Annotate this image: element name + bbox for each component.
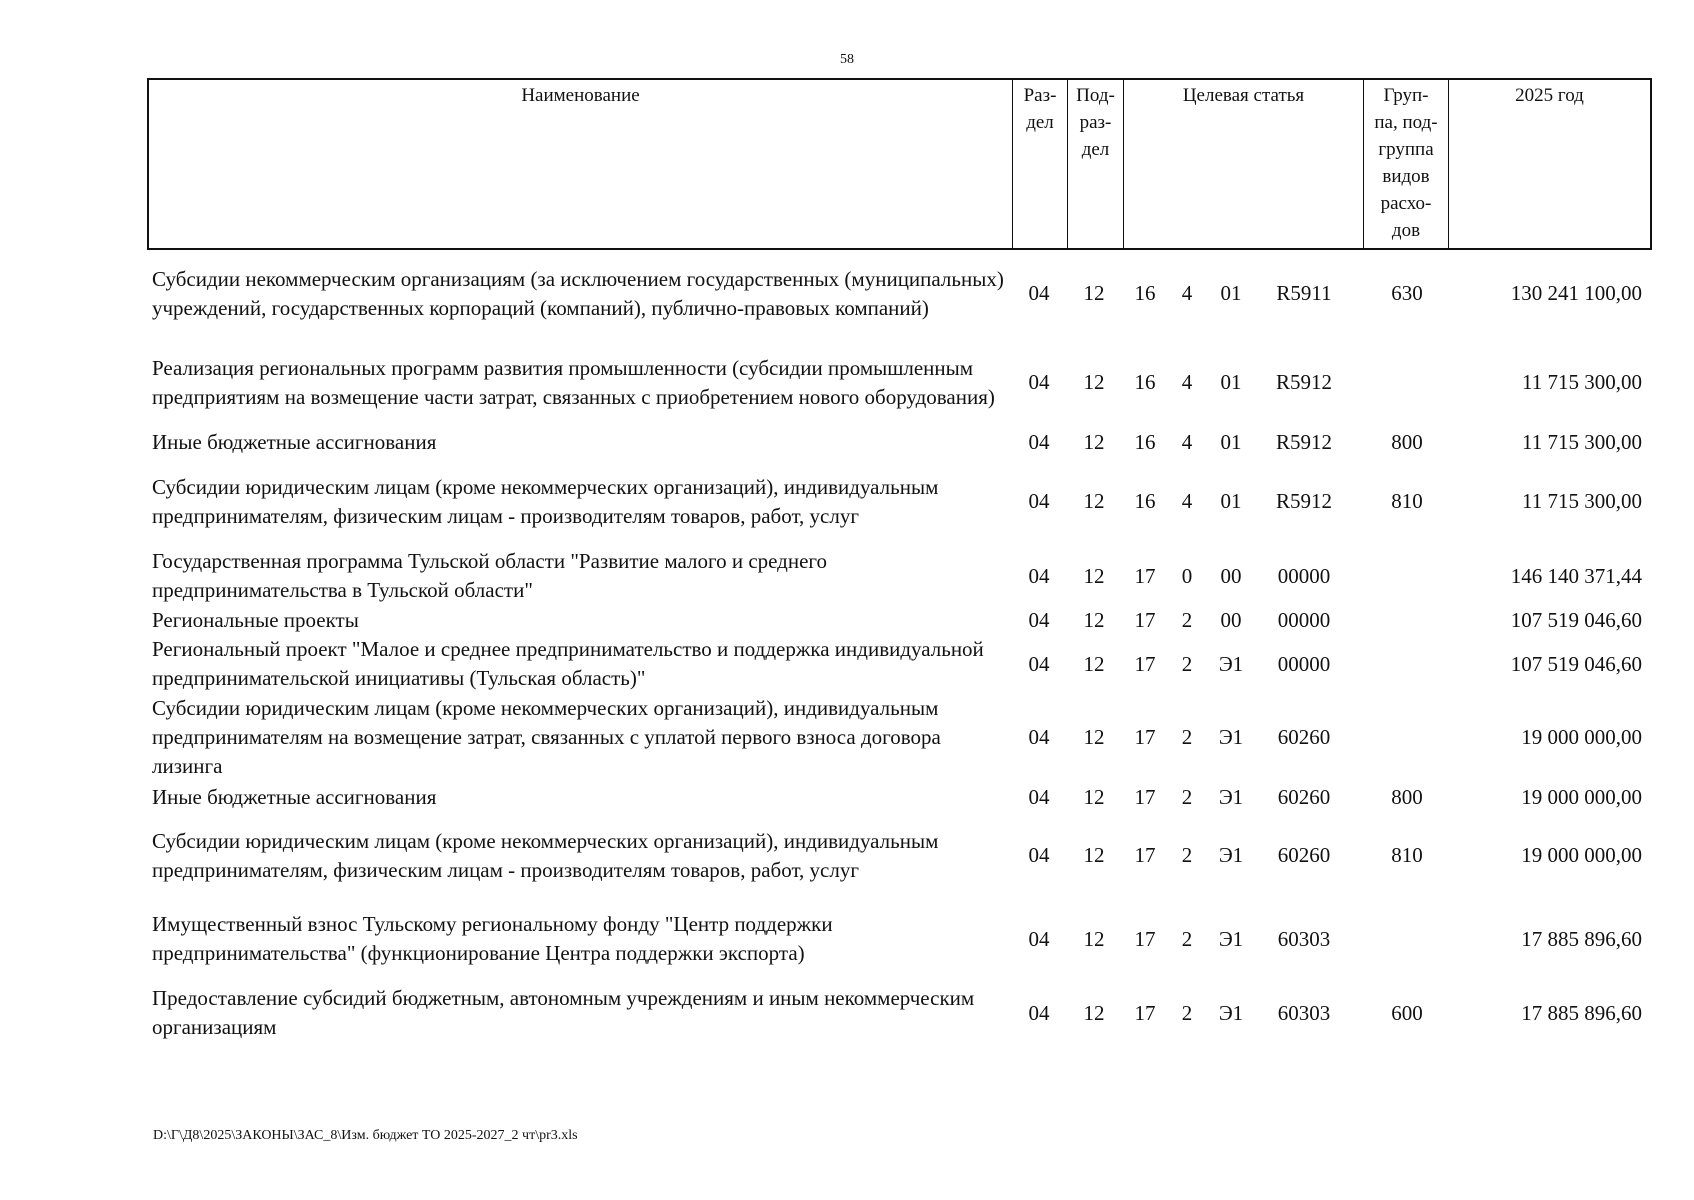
row-code-pr: 12 [1083,489,1105,513]
row-code-pr: 12 [1083,785,1105,809]
header-razdel: Раз- дел [1013,80,1068,248]
table-row [147,812,1652,899]
row-code-t2: 2 [1181,651,1193,676]
row-amount: 19 000 000,00 [1521,843,1642,867]
row-code-rz: 04 [1028,785,1050,809]
row-amount: 19 000 000,00 [1521,785,1642,809]
row-code-t2: 2 [1181,926,1193,951]
row-code-pr: 12 [1083,370,1105,394]
row-amount: 19 000 000,00 [1521,725,1642,749]
row-name: Имущественный взнос Тульскому региональному фонду "Центр поддержки предпринимательства" (функционирование Центра поддержки экспорта) [152,912,833,965]
table-row [147,606,1652,635]
row-code-vr: 810 [1391,843,1423,867]
row-code-vr: 630 [1391,281,1423,305]
row-code-t3: Э1 [1218,843,1244,867]
row-name: Иные бюджетные ассигнования [152,785,437,809]
row-amount: 107 519 046,60 [1510,608,1642,632]
row-code-t1: 16 [1134,281,1156,305]
row-name: Региональные проекты [152,608,359,632]
header-podrazdel: Под- раз- дел [1068,80,1124,248]
row-code-t3: 01 [1220,430,1242,454]
row-code-pr: 12 [1083,725,1105,749]
row-code-rz: 04 [1028,370,1050,394]
row-code-pr: 12 [1083,651,1105,676]
row-name: Иные бюджетные ассигнования [152,430,437,454]
row-code-t4: 60303 [1277,1000,1331,1025]
page-number: 58 [840,52,854,67]
table-row [147,694,1652,781]
table-row [147,250,1652,337]
row-amount: 11 715 300,00 [1522,430,1642,454]
row-code-pr: 12 [1083,926,1105,951]
row-code-t4: R5911 [1276,281,1332,305]
row-code-t1: 17 [1134,608,1156,632]
row-code-t4: 00000 [1277,608,1331,632]
row-code-t4: 60303 [1277,926,1331,951]
row-code-t4: 00000 [1277,651,1331,676]
row-name: Реализация региональных программ развития промышленности (субсидии промышленным предприятиям на возмещение части затрат, связанных с приобретением нового оборудования) [152,355,995,409]
row-code-rz: 04 [1028,608,1050,632]
row-amount: 107 519 046,60 [1510,651,1642,676]
row-code-t2: 4 [1181,370,1193,394]
row-code-t4: 60260 [1277,843,1331,867]
row-code-t3: Э1 [1218,926,1244,951]
row-code-t2: 4 [1181,281,1193,305]
row-name: Региональный проект "Малое и среднее предпринимательство и поддержка индивидуальной предпринимательской инициативы (Тульская область)" [152,637,984,690]
row-code-vr: 800 [1391,785,1423,809]
row-code-t2: 2 [1181,1000,1193,1025]
row-code-t4: R5912 [1275,489,1332,513]
row-code-t2: 2 [1181,725,1193,749]
row-code-t4: R5912 [1275,370,1332,394]
row-code-rz: 04 [1028,430,1050,454]
row-amount: 17 885 896,60 [1521,1000,1642,1025]
header-group: Груп- па, под- группа видов расхо- дов [1364,80,1449,248]
row-code-pr: 12 [1083,843,1105,867]
row-code-rz: 04 [1028,843,1050,867]
row-code-t1: 17 [1134,926,1156,951]
table-row [147,635,1652,693]
row-code-t3: 01 [1220,489,1242,513]
header-year: 2025 год [1515,85,1584,106]
row-code-t1: 17 [1134,725,1156,749]
row-amount: 11 715 300,00 [1522,370,1642,394]
row-name: Субсидии юридическим лицам (кроме некоммерческих организаций), индивидуальным предпринимателям на возмещение затрат, связанных с уплатой первого взноса договора лизинга [152,696,941,778]
row-code-t2: 2 [1181,785,1193,809]
row-code-pr: 12 [1083,1000,1105,1025]
row-code-t2: 4 [1181,489,1193,513]
header-name: Наименование [149,80,1013,248]
row-code-t1: 17 [1134,843,1156,867]
row-code-t3: 00 [1220,608,1242,632]
row-code-rz: 04 [1028,1000,1050,1025]
row-amount: 17 885 896,60 [1521,926,1642,951]
row-code-vr: 810 [1391,489,1423,513]
row-code-t2: 2 [1181,608,1193,632]
row-code-t2: 2 [1181,843,1193,867]
row-name: Государственная программа Тульской области "Развитие малого и среднего предпринимательства в Тульской области" [152,549,828,602]
row-code-rz: 04 [1028,563,1050,588]
row-name: Субсидии юридическим лицам (кроме некоммерческих организаций), индивидуальным предпринимателям, физическим лицам - производителям товаров, работ, услуг [152,828,939,882]
row-code-t2: 4 [1181,430,1193,454]
row-code-pr: 12 [1083,430,1105,454]
row-code-t1: 16 [1134,370,1156,394]
row-code-t1: 17 [1134,563,1156,588]
row-code-t3: 00 [1220,563,1242,588]
row-code-pr: 12 [1083,608,1105,632]
table-row [147,783,1652,812]
row-code-vr: 800 [1391,430,1423,454]
row-code-t3: 01 [1220,281,1242,305]
row-code-t4: 60260 [1277,785,1331,809]
row-code-t1: 17 [1134,651,1156,676]
row-amount: 11 715 300,00 [1522,489,1642,513]
row-code-vr: 600 [1391,1000,1423,1025]
row-name: Предоставление субсидий бюджетным, автономным учреждениям и иным некоммерческим организациям [152,986,975,1039]
row-code-t1: 17 [1134,785,1156,809]
header-target: Целевая статья [1124,80,1364,248]
footer-file-path: D:\Г\Д8\2025\ЗАКОНЫ\ЗАС_8\Изм. бюджет ТО 2025-2027_2 чт\pr3.xls [153,1128,578,1143]
row-code-t3: Э1 [1218,725,1244,749]
table-row [147,984,1652,1042]
table-row [147,547,1652,605]
row-code-t3: 01 [1220,370,1242,394]
row-code-t3: Э1 [1218,651,1244,676]
row-code-t4: R5912 [1275,430,1332,454]
row-code-rz: 04 [1028,489,1050,513]
row-amount: 130 241 100,00 [1510,281,1642,305]
row-code-t1: 17 [1134,1000,1156,1025]
row-code-t2: 0 [1181,563,1193,588]
table-header [147,78,1652,250]
row-name: Субсидии некоммерческим организациям (за исключением государственных (муниципальных) учреждений, государственных корпораций (компаний), публично-правовых компаний) [152,266,1004,320]
table-row [147,339,1652,426]
row-code-t1: 16 [1134,430,1156,454]
row-code-rz: 04 [1028,281,1050,305]
table-row [147,910,1652,968]
row-code-rz: 04 [1028,926,1050,951]
row-name: Субсидии юридическим лицам (кроме некоммерческих организаций), индивидуальным предпринимателям, физическим лицам - производителям товаров, работ, услуг [152,474,939,528]
table-row [147,458,1652,545]
row-code-t1: 16 [1134,489,1156,513]
table-row [147,428,1652,457]
row-code-pr: 12 [1083,281,1105,305]
row-code-t4: 00000 [1277,563,1331,588]
row-code-rz: 04 [1028,725,1050,749]
row-code-pr: 12 [1083,563,1105,588]
row-code-t3: Э1 [1218,785,1244,809]
row-code-rz: 04 [1028,651,1050,676]
row-code-t3: Э1 [1218,1000,1244,1025]
row-code-t4: 60260 [1277,725,1331,749]
row-amount: 146 140 371,44 [1510,563,1642,588]
